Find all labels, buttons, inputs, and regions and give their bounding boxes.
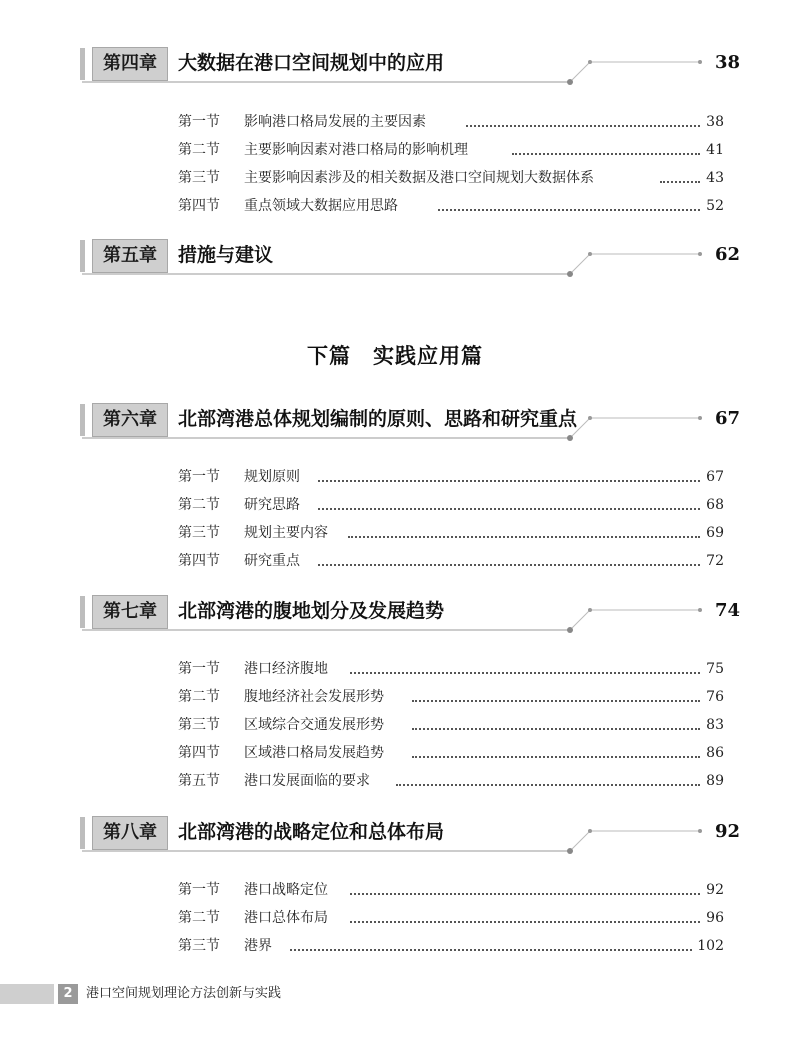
part-title: 下篇 实践应用篇	[307, 344, 483, 368]
section-page: 96	[706, 910, 724, 926]
section-page: 69	[706, 525, 724, 541]
chapter-label: 第七章	[92, 595, 168, 629]
section-title: 重点领域大数据应用思路	[244, 198, 398, 214]
section-title: 主要影响因素涉及的相关数据及港口空间规划大数据体系	[244, 170, 594, 186]
section-page: 102	[697, 938, 724, 954]
section-number: 第二节	[178, 142, 220, 158]
dot-leader	[318, 480, 700, 482]
section-title: 港口发展面临的要求	[244, 773, 370, 789]
section-title: 规划原则	[244, 469, 300, 485]
section-number: 第四节	[178, 745, 220, 761]
section-page: 41	[706, 142, 724, 158]
section-number: 第三节	[178, 525, 220, 541]
toc-section[interactable]	[178, 194, 724, 218]
section-page: 76	[706, 689, 724, 705]
section-page: 43	[706, 170, 724, 186]
chapter-stripe	[80, 596, 85, 628]
chapter-label: 第四章	[92, 47, 168, 81]
chapter-heading[interactable]	[80, 236, 740, 276]
section-page: 68	[706, 497, 724, 513]
dot-leader	[350, 672, 700, 674]
toc-section[interactable]	[178, 741, 724, 765]
section-title: 研究思路	[244, 497, 300, 513]
chapter-page: 38	[714, 52, 740, 73]
toc-section[interactable]	[178, 713, 724, 737]
section-title: 研究重点	[244, 553, 300, 569]
section-title: 区域港口格局发展趋势	[244, 745, 384, 761]
chapter-stripe	[80, 240, 85, 272]
dot-leader	[318, 564, 700, 566]
section-number: 第三节	[178, 170, 220, 186]
toc-section[interactable]	[178, 549, 724, 573]
dot-leader	[350, 893, 700, 895]
toc-section[interactable]	[178, 138, 724, 162]
section-page: 83	[706, 717, 724, 733]
toc-section[interactable]	[178, 521, 724, 545]
section-page: 92	[706, 882, 724, 898]
dot-leader	[412, 756, 700, 758]
section-number: 第二节	[178, 910, 220, 926]
chapter-stripe	[80, 404, 85, 436]
chapter-heading[interactable]	[80, 400, 740, 440]
dot-leader	[396, 784, 700, 786]
section-title: 腹地经济社会发展形势	[244, 689, 384, 705]
footer-page-number: 2	[58, 984, 78, 1004]
section-title: 主要影响因素对港口格局的影响机理	[244, 142, 468, 158]
toc-section[interactable]	[178, 493, 724, 517]
section-page: 86	[706, 745, 724, 761]
toc-section[interactable]	[178, 878, 724, 902]
toc-section[interactable]	[178, 110, 724, 134]
section-number: 第一节	[178, 469, 220, 485]
section-number: 第四节	[178, 553, 220, 569]
section-number: 第五节	[178, 773, 220, 789]
dot-leader	[466, 125, 700, 127]
section-number: 第一节	[178, 114, 220, 130]
section-title: 规划主要内容	[244, 525, 328, 541]
dot-leader	[438, 209, 700, 211]
section-number: 第三节	[178, 938, 220, 954]
section-page: 38	[706, 114, 724, 130]
chapter-heading[interactable]	[80, 592, 740, 632]
chapter-heading[interactable]	[80, 44, 740, 84]
footer-book-title: 港口空间规划理论方法创新与实践	[86, 986, 282, 1001]
chapter-page: 74	[714, 600, 740, 621]
section-title: 港口战略定位	[244, 882, 328, 898]
section-number: 第四节	[178, 198, 220, 214]
chapter-title: 北部湾港的腹地划分及发展趋势	[178, 600, 445, 622]
footer-bar	[0, 984, 54, 1004]
chapter-label: 第八章	[92, 816, 168, 850]
chapter-title: 措施与建议	[178, 244, 274, 266]
section-number: 第一节	[178, 661, 220, 677]
toc-section[interactable]	[178, 685, 724, 709]
toc-section[interactable]	[178, 906, 724, 930]
chapter-page: 62	[714, 244, 740, 265]
dot-leader	[318, 508, 700, 510]
chapter-label: 第五章	[92, 239, 168, 273]
section-number: 第二节	[178, 689, 220, 705]
chapter-title: 北部湾港的战略定位和总体布局	[178, 821, 445, 843]
section-page: 67	[706, 469, 724, 485]
section-title: 影响港口格局发展的主要因素	[244, 114, 426, 130]
dot-leader	[348, 536, 700, 538]
section-title: 港口经济腹地	[244, 661, 328, 677]
dot-leader	[412, 700, 700, 702]
dot-leader	[290, 949, 692, 951]
dot-leader	[412, 728, 700, 730]
dot-leader	[512, 153, 700, 155]
section-page: 52	[706, 198, 724, 214]
dot-leader	[660, 181, 700, 183]
toc-section[interactable]	[178, 166, 724, 190]
section-number: 第三节	[178, 717, 220, 733]
section-page: 89	[706, 773, 724, 789]
section-number: 第一节	[178, 882, 220, 898]
section-page: 72	[706, 553, 724, 569]
section-title: 区域综合交通发展形势	[244, 717, 384, 733]
section-title: 港界	[244, 938, 272, 954]
chapter-stripe	[80, 48, 85, 80]
toc-section[interactable]	[178, 769, 724, 793]
toc-section[interactable]	[178, 465, 724, 489]
section-title: 港口总体布局	[244, 910, 328, 926]
chapter-label: 第六章	[92, 403, 168, 437]
section-page: 75	[706, 661, 724, 677]
section-number: 第二节	[178, 497, 220, 513]
toc-section[interactable]	[178, 657, 724, 681]
chapter-heading[interactable]	[80, 813, 740, 853]
chapter-page: 92	[714, 821, 740, 842]
chapter-title: 北部湾港总体规划编制的原则、思路和研究重点	[178, 408, 578, 430]
chapter-page: 67	[714, 408, 740, 429]
chapter-stripe	[80, 817, 85, 849]
chapter-title: 大数据在港口空间规划中的应用	[178, 52, 445, 74]
dot-leader	[350, 921, 700, 923]
toc-section[interactable]	[178, 934, 724, 958]
